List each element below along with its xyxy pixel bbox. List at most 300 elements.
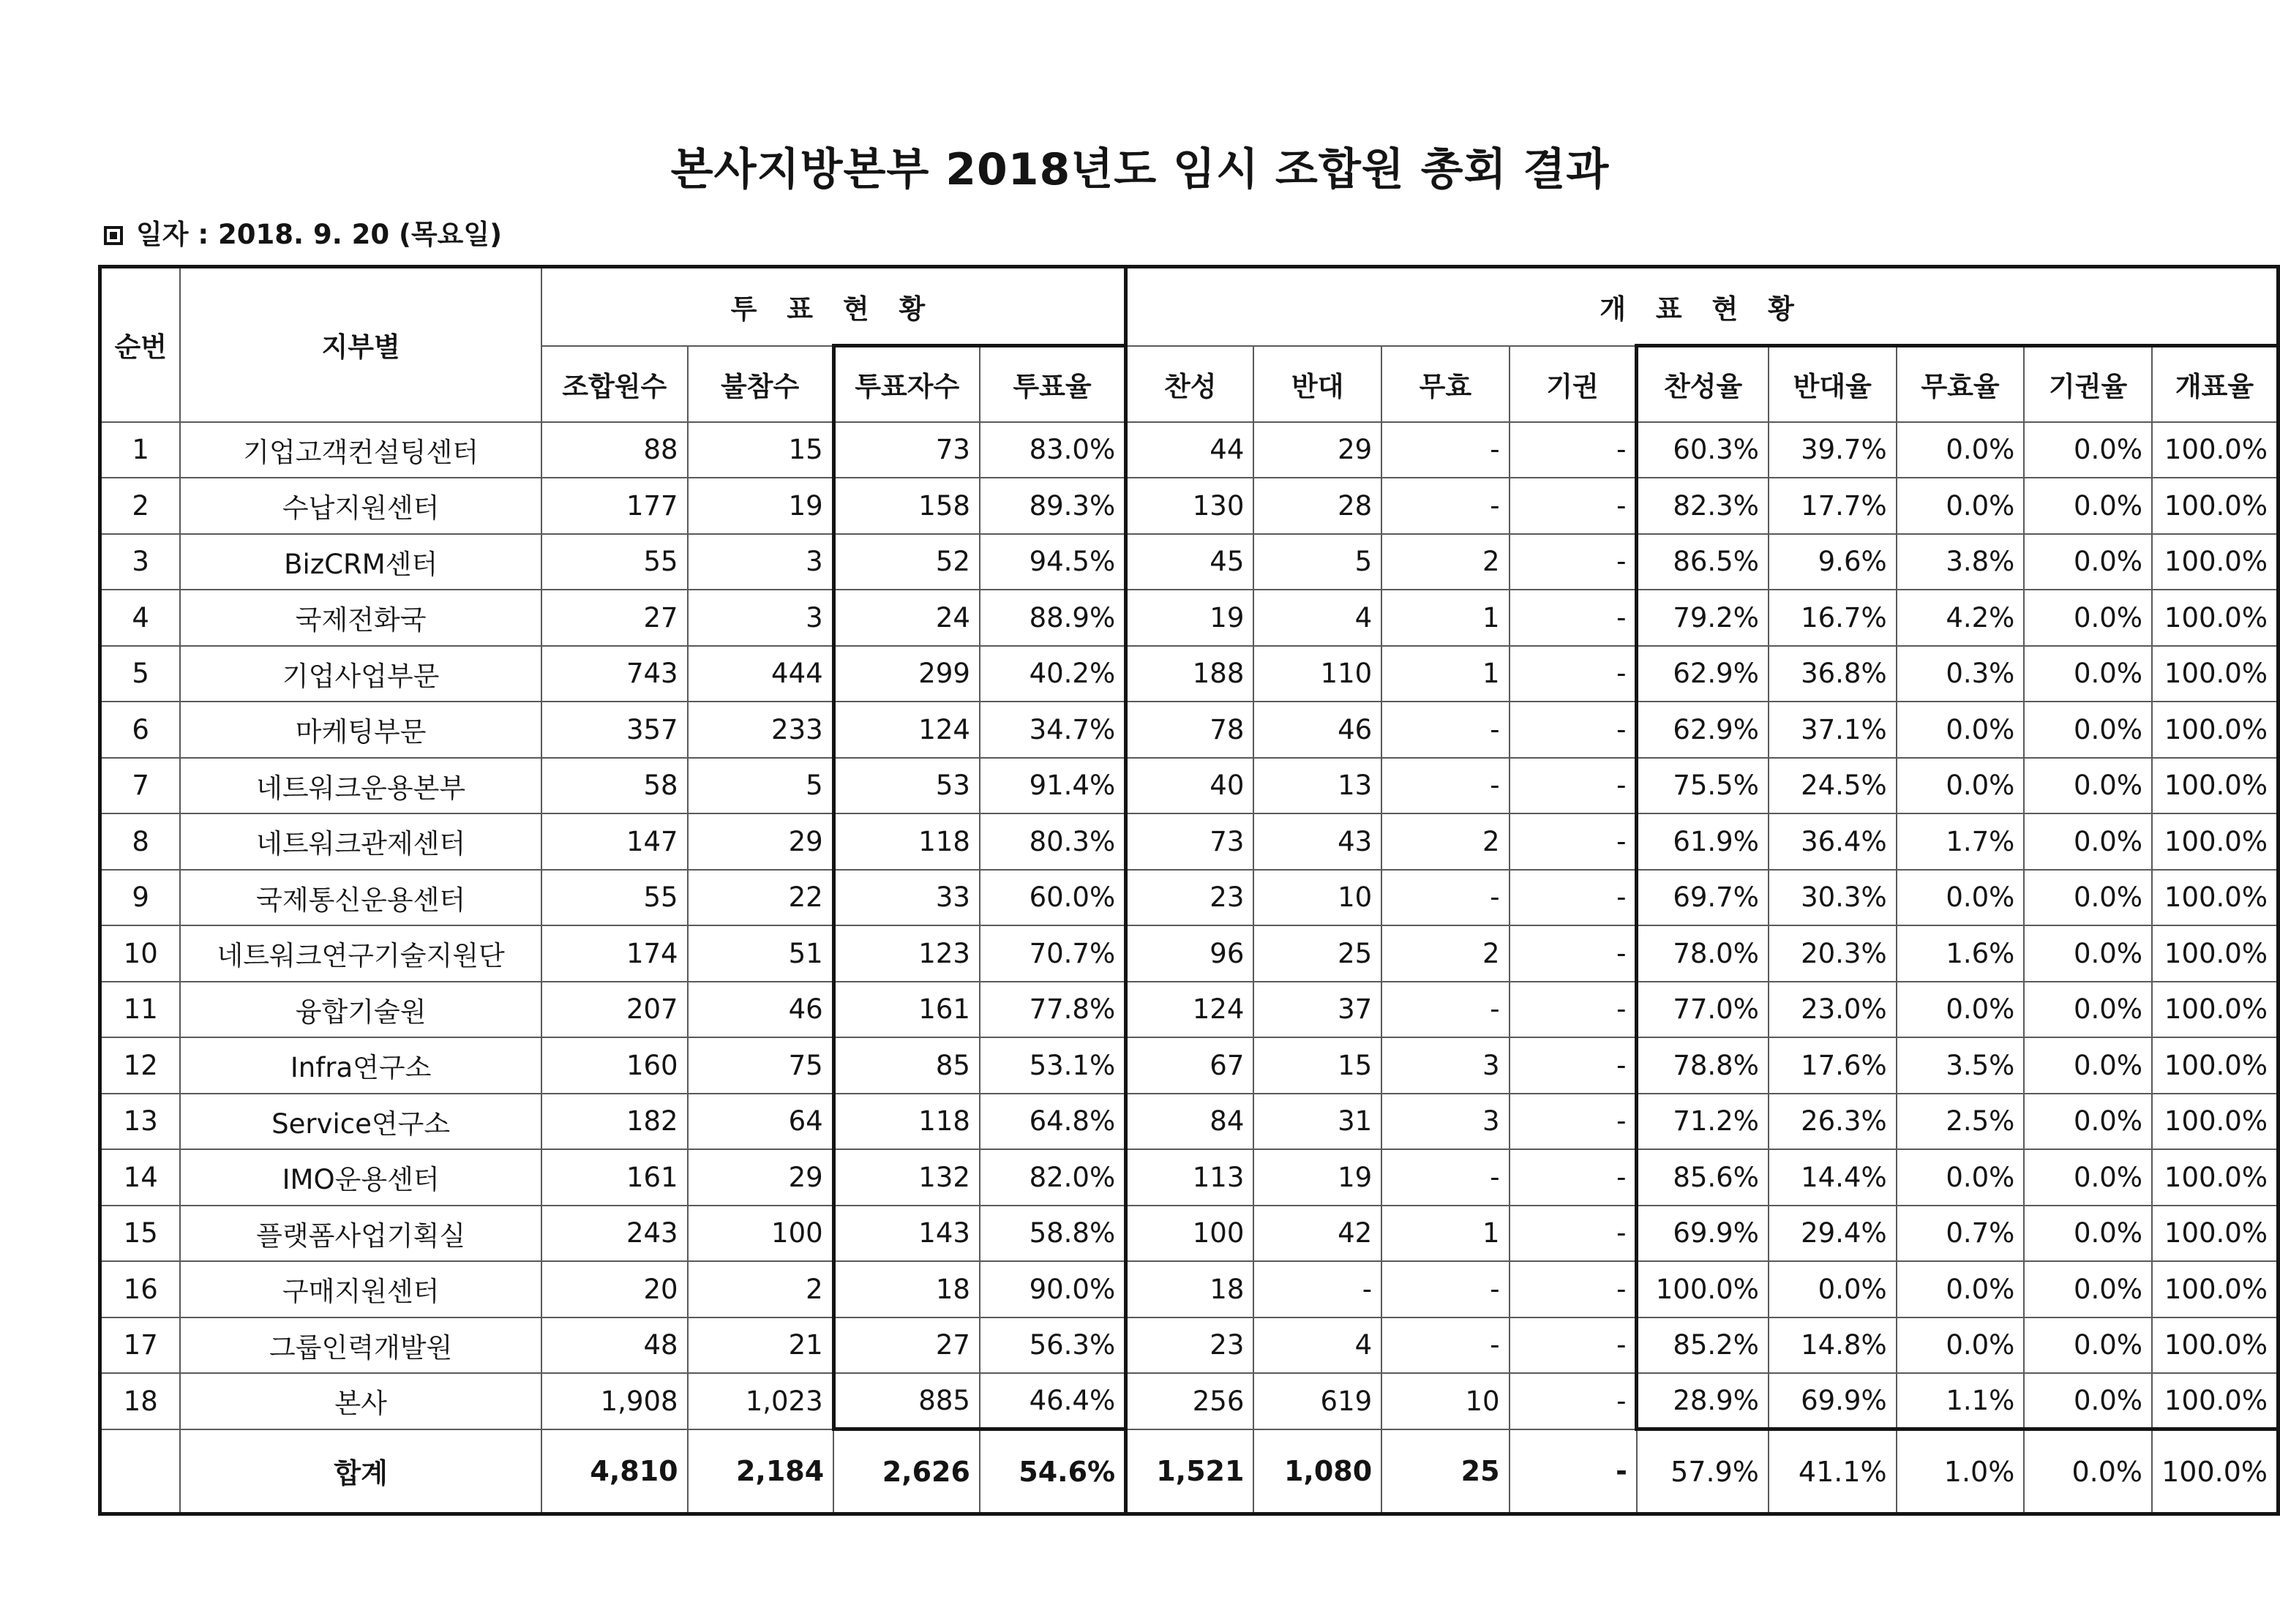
- cell-abstain-rate: 0.0%: [2024, 870, 2152, 926]
- cell-abstain-rate: 0.0%: [2024, 590, 2152, 646]
- cell-count-rate: 100.0%: [2152, 758, 2279, 814]
- cell-yes-rate: 71.2%: [1637, 1094, 1769, 1150]
- cell-voters: 24: [833, 590, 980, 646]
- cell-yes-rate: 85.2%: [1637, 1317, 1769, 1374]
- cell-branch-name: 융합기술원: [180, 982, 541, 1038]
- cell-no-rate: 14.8%: [1769, 1317, 1897, 1374]
- cell-branch-name: 마케팅부문: [180, 702, 541, 758]
- cell-abstain-rate: 0.0%: [2024, 1094, 2152, 1150]
- cell-yes: 23: [1126, 870, 1254, 926]
- cell-count-rate: 100.0%: [2152, 870, 2279, 926]
- header-members: 조합원수: [541, 346, 688, 422]
- cell-invalid-rate: 0.0%: [1897, 1261, 2025, 1317]
- cell-voters: 118: [833, 1094, 980, 1150]
- cell-no: 29: [1253, 422, 1381, 478]
- cell-voters: 299: [833, 646, 980, 702]
- cell-invalid: 3: [1381, 1094, 1509, 1150]
- cell-yes-rate: 85.6%: [1637, 1149, 1769, 1206]
- cell-seq: 3: [100, 534, 181, 590]
- header-no-rate: 반대율: [1769, 346, 1897, 422]
- cell-no: 4: [1253, 1317, 1381, 1374]
- cell-vote-rate: 58.8%: [980, 1206, 1126, 1262]
- document-title: 본사지방본부 2018년도 임시 조합원 총회 결과: [670, 144, 1610, 195]
- cell-vote-rate: 82.0%: [980, 1149, 1126, 1206]
- total-yes: 1,521: [1126, 1429, 1254, 1514]
- table-row: [100, 1094, 2279, 1150]
- cell-abstain: -: [1510, 422, 1637, 478]
- cell-absent: 100: [688, 1206, 834, 1262]
- table-row: [100, 982, 2279, 1038]
- table-row: [100, 702, 2279, 758]
- cell-no: 15: [1253, 1037, 1381, 1094]
- cell-members: 743: [541, 646, 688, 702]
- cell-yes-rate: 86.5%: [1637, 534, 1769, 590]
- cell-abstain-rate: 0.0%: [2024, 758, 2152, 814]
- cell-members: 177: [541, 478, 688, 534]
- cell-count-rate: 100.0%: [2152, 1261, 2279, 1317]
- cell-voters: 161: [833, 982, 980, 1038]
- cell-invalid: 2: [1381, 925, 1509, 982]
- cell-vote-rate: 46.4%: [980, 1373, 1126, 1429]
- cell-invalid-rate: 0.7%: [1897, 1206, 2025, 1262]
- cell-seq: 9: [100, 870, 181, 926]
- cell-vote-rate: 83.0%: [980, 422, 1126, 478]
- cell-seq: 4: [100, 590, 181, 646]
- cell-no-rate: 17.6%: [1769, 1037, 1897, 1094]
- date-line: [104, 212, 502, 252]
- cell-yes: 18: [1126, 1261, 1254, 1317]
- cell-seq: 8: [100, 813, 181, 870]
- cell-members: 182: [541, 1094, 688, 1150]
- results-table: [98, 265, 2280, 1516]
- cell-no-rate: 14.4%: [1769, 1149, 1897, 1206]
- cell-invalid-rate: 2.5%: [1897, 1094, 2025, 1150]
- cell-no: -: [1253, 1261, 1381, 1317]
- cell-seq: 12: [100, 1037, 181, 1094]
- cell-abstain: -: [1510, 702, 1637, 758]
- cell-abstain-rate: 0.0%: [2024, 1149, 2152, 1206]
- cell-absent: 64: [688, 1094, 834, 1150]
- cell-voters: 18: [833, 1261, 980, 1317]
- cell-vote-rate: 91.4%: [980, 758, 1126, 814]
- header-yes: 찬성: [1126, 346, 1254, 422]
- cell-invalid: -: [1381, 422, 1509, 478]
- cell-absent: 5: [688, 758, 834, 814]
- total-vote-rate: 54.6%: [980, 1429, 1126, 1514]
- cell-voters: 33: [833, 870, 980, 926]
- cell-count-rate: 100.0%: [2152, 982, 2279, 1038]
- cell-invalid-rate: 1.6%: [1897, 925, 2025, 982]
- total-no: 1,080: [1253, 1429, 1381, 1514]
- cell-abstain-rate: 0.0%: [2024, 422, 2152, 478]
- cell-abstain-rate: 0.0%: [2024, 1261, 2152, 1317]
- cell-no: 619: [1253, 1373, 1381, 1429]
- cell-members: 160: [541, 1037, 688, 1094]
- cell-abstain-rate: 0.0%: [2024, 1373, 2152, 1429]
- cell-count-rate: 100.0%: [2152, 1373, 2279, 1429]
- cell-voters: 132: [833, 1149, 980, 1206]
- cell-count-rate: 100.0%: [2152, 478, 2279, 534]
- cell-vote-rate: 90.0%: [980, 1261, 1126, 1317]
- cell-yes: 19: [1126, 590, 1254, 646]
- total-invalid-rate: 1.0%: [1897, 1429, 2025, 1514]
- cell-branch-name: BizCRM센터: [180, 534, 541, 590]
- cell-vote-rate: 56.3%: [980, 1317, 1126, 1374]
- cell-count-rate: 100.0%: [2152, 925, 2279, 982]
- cell-branch-name: Infra연구소: [180, 1037, 541, 1094]
- cell-seq: 18: [100, 1373, 181, 1429]
- cell-vote-rate: 53.1%: [980, 1037, 1126, 1094]
- header-seq: 순번: [100, 267, 181, 422]
- cell-abstain: -: [1510, 1206, 1637, 1262]
- total-abstain-rate: 0.0%: [2024, 1429, 2152, 1514]
- total-no-rate: 41.1%: [1769, 1429, 1897, 1514]
- cell-seq: 5: [100, 646, 181, 702]
- cell-absent: 46: [688, 982, 834, 1038]
- total-row: [100, 1429, 2279, 1514]
- cell-abstain: -: [1510, 590, 1637, 646]
- cell-invalid-rate: 1.1%: [1897, 1373, 2025, 1429]
- cell-yes-rate: 75.5%: [1637, 758, 1769, 814]
- cell-absent: 19: [688, 478, 834, 534]
- cell-absent: 51: [688, 925, 834, 982]
- cell-no-rate: 0.0%: [1769, 1261, 1897, 1317]
- cell-abstain: -: [1510, 1037, 1637, 1094]
- cell-invalid: -: [1381, 1149, 1509, 1206]
- cell-yes-rate: 69.7%: [1637, 870, 1769, 926]
- cell-invalid: -: [1381, 758, 1509, 814]
- cell-no: 43: [1253, 813, 1381, 870]
- cell-abstain: -: [1510, 870, 1637, 926]
- cell-invalid-rate: 0.0%: [1897, 1149, 2025, 1206]
- cell-yes-rate: 79.2%: [1637, 590, 1769, 646]
- header-yes-rate: 찬성율: [1637, 346, 1769, 422]
- header-count-group: 개 표 현 황: [1126, 267, 2279, 346]
- cell-invalid: -: [1381, 1317, 1509, 1374]
- cell-abstain-rate: 0.0%: [2024, 702, 2152, 758]
- header-branch: 지부별: [180, 267, 541, 422]
- cell-yes-rate: 69.9%: [1637, 1206, 1769, 1262]
- cell-absent: 75: [688, 1037, 834, 1094]
- table-row: [100, 870, 2279, 926]
- header-abstain-rate: 기권율: [2024, 346, 2152, 422]
- cell-invalid-rate: 3.5%: [1897, 1037, 2025, 1094]
- cell-count-rate: 100.0%: [2152, 422, 2279, 478]
- total-invalid: 25: [1381, 1429, 1509, 1514]
- cell-invalid-rate: 0.0%: [1897, 702, 2025, 758]
- cell-yes: 84: [1126, 1094, 1254, 1150]
- cell-absent: 233: [688, 702, 834, 758]
- total-yes-rate: 57.9%: [1637, 1429, 1769, 1514]
- table-row: [100, 1037, 2279, 1094]
- total-absent: 2,184: [688, 1429, 834, 1514]
- cell-voters: 52: [833, 534, 980, 590]
- header-no: 반대: [1253, 346, 1381, 422]
- cell-yes: 67: [1126, 1037, 1254, 1094]
- cell-members: 357: [541, 702, 688, 758]
- cell-invalid: -: [1381, 1261, 1509, 1317]
- cell-invalid: -: [1381, 478, 1509, 534]
- cell-invalid-rate: 0.3%: [1897, 646, 2025, 702]
- cell-seq: 15: [100, 1206, 181, 1262]
- cell-absent: 29: [688, 1149, 834, 1206]
- header-vote-group: 투 표 현 황: [541, 267, 1126, 346]
- header-absent: 불참수: [688, 346, 834, 422]
- cell-no: 42: [1253, 1206, 1381, 1262]
- total-seq: [100, 1429, 181, 1514]
- table-row: [100, 1149, 2279, 1206]
- table-row: [100, 1373, 2279, 1429]
- cell-abstain: -: [1510, 1261, 1637, 1317]
- cell-branch-name: 수납지원센터: [180, 478, 541, 534]
- cell-yes: 96: [1126, 925, 1254, 982]
- cell-branch-name: 구매지원센터: [180, 1261, 541, 1317]
- cell-branch-name: IMO운용센터: [180, 1149, 541, 1206]
- table-row: [100, 813, 2279, 870]
- cell-invalid-rate: 1.7%: [1897, 813, 2025, 870]
- cell-invalid: 10: [1381, 1373, 1509, 1429]
- cell-yes: 40: [1126, 758, 1254, 814]
- cell-yes-rate: 82.3%: [1637, 478, 1769, 534]
- cell-absent: 22: [688, 870, 834, 926]
- table-row: [100, 534, 2279, 590]
- cell-branch-name: 그룹인력개발원: [180, 1317, 541, 1374]
- cell-no: 25: [1253, 925, 1381, 982]
- cell-yes-rate: 62.9%: [1637, 702, 1769, 758]
- cell-no-rate: 20.3%: [1769, 925, 1897, 982]
- cell-vote-rate: 94.5%: [980, 534, 1126, 590]
- cell-count-rate: 100.0%: [2152, 646, 2279, 702]
- square-bullet-icon: [104, 226, 123, 245]
- cell-invalid: -: [1381, 982, 1509, 1038]
- cell-vote-rate: 64.8%: [980, 1094, 1126, 1150]
- cell-no: 4: [1253, 590, 1381, 646]
- header-count-rate: 개표율: [2152, 346, 2279, 422]
- cell-abstain: -: [1510, 1094, 1637, 1150]
- cell-no: 13: [1253, 758, 1381, 814]
- cell-invalid: 2: [1381, 813, 1509, 870]
- cell-no-rate: 36.4%: [1769, 813, 1897, 870]
- cell-abstain: -: [1510, 758, 1637, 814]
- cell-branch-name: 네트워크연구기술지원단: [180, 925, 541, 982]
- cell-no: 110: [1253, 646, 1381, 702]
- header-invalid-rate: 무효율: [1897, 346, 2025, 422]
- cell-absent: 3: [688, 534, 834, 590]
- total-label: 합계: [180, 1429, 541, 1514]
- cell-voters: 73: [833, 422, 980, 478]
- cell-invalid-rate: 0.0%: [1897, 870, 2025, 926]
- cell-seq: 16: [100, 1261, 181, 1317]
- table-row: [100, 1317, 2279, 1374]
- cell-invalid-rate: 0.0%: [1897, 758, 2025, 814]
- cell-invalid-rate: 4.2%: [1897, 590, 2025, 646]
- cell-abstain: -: [1510, 1317, 1637, 1374]
- cell-branch-name: 네트워크운용본부: [180, 758, 541, 814]
- header-invalid: 무효: [1381, 346, 1509, 422]
- cell-no: 28: [1253, 478, 1381, 534]
- total-voters: 2,626: [833, 1429, 980, 1514]
- cell-count-rate: 100.0%: [2152, 590, 2279, 646]
- cell-absent: 15: [688, 422, 834, 478]
- table-row: [100, 925, 2279, 982]
- cell-yes: 130: [1126, 478, 1254, 534]
- cell-vote-rate: 60.0%: [980, 870, 1126, 926]
- cell-invalid: 1: [1381, 646, 1509, 702]
- cell-no: 5: [1253, 534, 1381, 590]
- cell-members: 243: [541, 1206, 688, 1262]
- cell-members: 55: [541, 870, 688, 926]
- cell-yes-rate: 62.9%: [1637, 646, 1769, 702]
- cell-no-rate: 39.7%: [1769, 422, 1897, 478]
- cell-members: 161: [541, 1149, 688, 1206]
- cell-count-rate: 100.0%: [2152, 813, 2279, 870]
- cell-yes-rate: 78.8%: [1637, 1037, 1769, 1094]
- cell-voters: 118: [833, 813, 980, 870]
- cell-yes: 100: [1126, 1206, 1254, 1262]
- cell-yes: 73: [1126, 813, 1254, 870]
- cell-abstain: -: [1510, 534, 1637, 590]
- cell-yes: 78: [1126, 702, 1254, 758]
- cell-yes-rate: 78.0%: [1637, 925, 1769, 982]
- cell-count-rate: 100.0%: [2152, 1037, 2279, 1094]
- cell-no: 46: [1253, 702, 1381, 758]
- cell-vote-rate: 70.7%: [980, 925, 1126, 982]
- cell-voters: 143: [833, 1206, 980, 1262]
- cell-absent: 1,023: [688, 1373, 834, 1429]
- cell-no-rate: 69.9%: [1769, 1373, 1897, 1429]
- cell-yes-rate: 60.3%: [1637, 422, 1769, 478]
- cell-count-rate: 100.0%: [2152, 1206, 2279, 1262]
- cell-members: 58: [541, 758, 688, 814]
- cell-members: 1,908: [541, 1373, 688, 1429]
- header-voters: 투표자수: [833, 346, 980, 422]
- cell-seq: 7: [100, 758, 181, 814]
- cell-yes: 44: [1126, 422, 1254, 478]
- table-row: [100, 758, 2279, 814]
- cell-branch-name: 기업사업부문: [180, 646, 541, 702]
- cell-branch-name: 국제전화국: [180, 590, 541, 646]
- cell-members: 147: [541, 813, 688, 870]
- cell-yes-rate: 61.9%: [1637, 813, 1769, 870]
- cell-seq: 11: [100, 982, 181, 1038]
- cell-seq: 17: [100, 1317, 181, 1374]
- cell-voters: 123: [833, 925, 980, 982]
- cell-no: 37: [1253, 982, 1381, 1038]
- cell-invalid-rate: 0.0%: [1897, 422, 2025, 478]
- cell-no-rate: 37.1%: [1769, 702, 1897, 758]
- table-body: [100, 422, 2279, 1429]
- cell-seq: 1: [100, 422, 181, 478]
- cell-yes: 124: [1126, 982, 1254, 1038]
- cell-seq: 10: [100, 925, 181, 982]
- cell-abstain: -: [1510, 478, 1637, 534]
- cell-voters: 158: [833, 478, 980, 534]
- cell-invalid-rate: 0.0%: [1897, 982, 2025, 1038]
- cell-invalid: 1: [1381, 590, 1509, 646]
- cell-yes: 23: [1126, 1317, 1254, 1374]
- cell-no-rate: 9.6%: [1769, 534, 1897, 590]
- cell-yes: 188: [1126, 646, 1254, 702]
- table-row: [100, 478, 2279, 534]
- cell-yes-rate: 100.0%: [1637, 1261, 1769, 1317]
- cell-invalid-rate: 3.8%: [1897, 534, 2025, 590]
- cell-invalid: -: [1381, 870, 1509, 926]
- cell-no: 10: [1253, 870, 1381, 926]
- cell-count-rate: 100.0%: [2152, 1149, 2279, 1206]
- cell-voters: 124: [833, 702, 980, 758]
- cell-vote-rate: 80.3%: [980, 813, 1126, 870]
- cell-vote-rate: 34.7%: [980, 702, 1126, 758]
- cell-no-rate: 30.3%: [1769, 870, 1897, 926]
- cell-absent: 2: [688, 1261, 834, 1317]
- cell-members: 48: [541, 1317, 688, 1374]
- cell-vote-rate: 77.8%: [980, 982, 1126, 1038]
- cell-no-rate: 23.0%: [1769, 982, 1897, 1038]
- cell-abstain-rate: 0.0%: [2024, 1206, 2152, 1262]
- cell-count-rate: 100.0%: [2152, 702, 2279, 758]
- total-count-rate: 100.0%: [2152, 1429, 2279, 1514]
- cell-abstain-rate: 0.0%: [2024, 813, 2152, 870]
- cell-invalid: 3: [1381, 1037, 1509, 1094]
- cell-voters: 27: [833, 1317, 980, 1374]
- cell-no-rate: 17.7%: [1769, 478, 1897, 534]
- cell-no: 31: [1253, 1094, 1381, 1150]
- header-abstain: 기권: [1510, 346, 1637, 422]
- cell-abstain: -: [1510, 813, 1637, 870]
- cell-absent: 444: [688, 646, 834, 702]
- cell-invalid-rate: 0.0%: [1897, 1317, 2025, 1374]
- table-row: [100, 1206, 2279, 1262]
- cell-members: 27: [541, 590, 688, 646]
- cell-yes: 256: [1126, 1373, 1254, 1429]
- header-vote-rate: 투표율: [980, 346, 1126, 422]
- cell-count-rate: 100.0%: [2152, 1317, 2279, 1374]
- cell-yes: 45: [1126, 534, 1254, 590]
- cell-abstain-rate: 0.0%: [2024, 1317, 2152, 1374]
- cell-invalid: -: [1381, 702, 1509, 758]
- date-text: 일자 : 2018. 9. 20 (목요일): [136, 219, 503, 250]
- cell-absent: 29: [688, 813, 834, 870]
- cell-no-rate: 26.3%: [1769, 1094, 1897, 1150]
- cell-members: 88: [541, 422, 688, 478]
- cell-abstain-rate: 0.0%: [2024, 982, 2152, 1038]
- cell-abstain-rate: 0.0%: [2024, 1037, 2152, 1094]
- cell-abstain: -: [1510, 646, 1637, 702]
- cell-abstain: -: [1510, 1373, 1637, 1429]
- cell-no-rate: 24.5%: [1769, 758, 1897, 814]
- cell-absent: 3: [688, 590, 834, 646]
- table-row: [100, 590, 2279, 646]
- cell-vote-rate: 89.3%: [980, 478, 1126, 534]
- cell-seq: 13: [100, 1094, 181, 1150]
- table-row: [100, 1261, 2279, 1317]
- cell-voters: 85: [833, 1037, 980, 1094]
- cell-abstain: -: [1510, 982, 1637, 1038]
- cell-vote-rate: 40.2%: [980, 646, 1126, 702]
- cell-members: 55: [541, 534, 688, 590]
- cell-abstain-rate: 0.0%: [2024, 534, 2152, 590]
- cell-abstain-rate: 0.0%: [2024, 925, 2152, 982]
- cell-abstain-rate: 0.0%: [2024, 478, 2152, 534]
- cell-branch-name: 국제통신운용센터: [180, 870, 541, 926]
- cell-branch-name: 본사: [180, 1373, 541, 1429]
- total-abstain: -: [1510, 1429, 1637, 1514]
- cell-yes-rate: 77.0%: [1637, 982, 1769, 1038]
- cell-invalid-rate: 0.0%: [1897, 478, 2025, 534]
- cell-count-rate: 100.0%: [2152, 1094, 2279, 1150]
- cell-absent: 21: [688, 1317, 834, 1374]
- cell-abstain: -: [1510, 1149, 1637, 1206]
